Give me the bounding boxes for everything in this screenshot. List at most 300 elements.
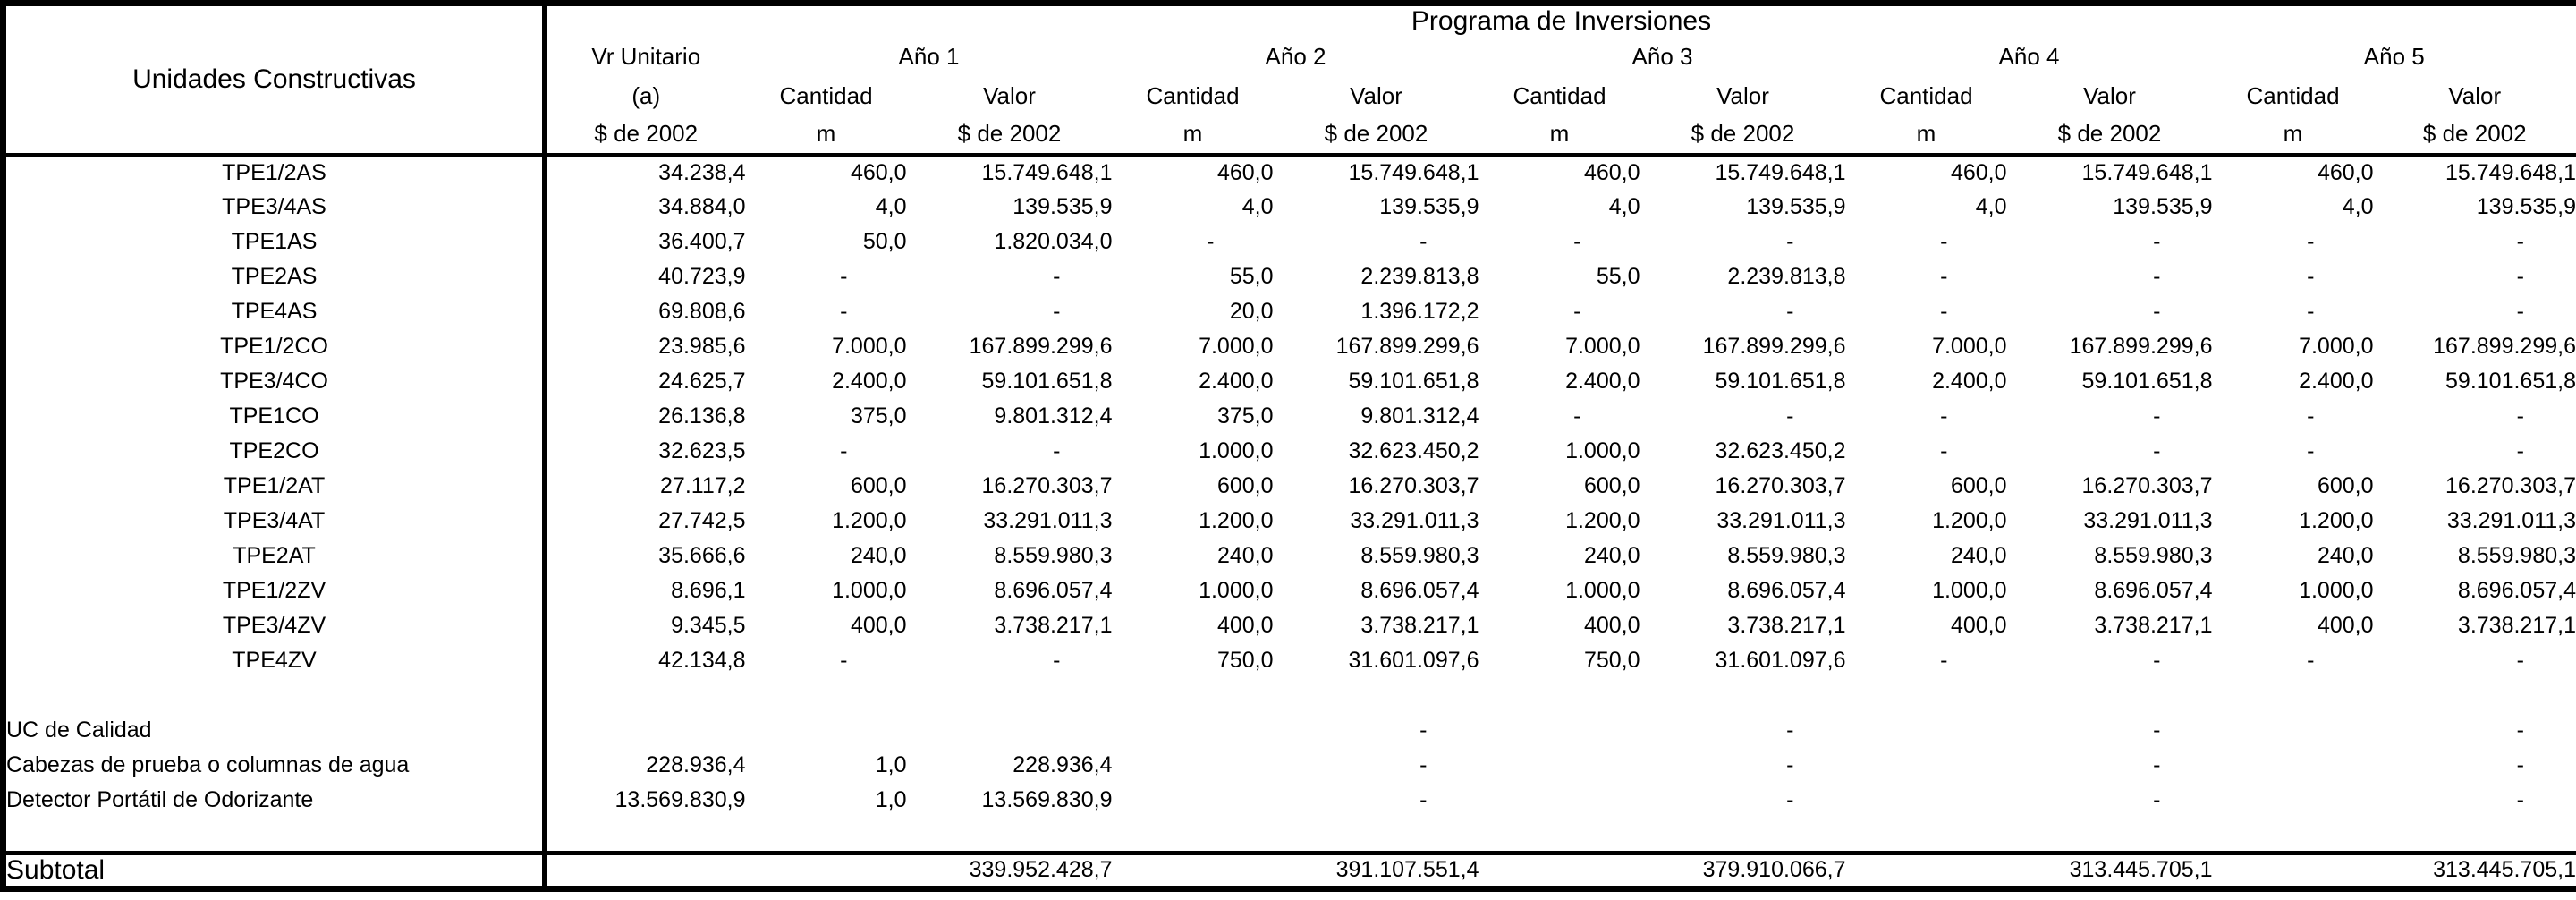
anio-5-cantidad-value: - xyxy=(2307,438,2315,463)
anio-1-cantidad-value xyxy=(746,818,907,853)
anio-1-valor-value: 167.899.299,6 xyxy=(969,334,1113,359)
anio-4-valor-value xyxy=(2007,678,2213,713)
anio-3-valor-unit: $ de 2002 xyxy=(1690,120,1795,148)
anio-5-cantidad-unit: m xyxy=(2283,120,2303,148)
row-label: Detector Portátil de Odorizante xyxy=(4,783,545,818)
anio-5-valor-value: 59.101.651,8 xyxy=(2445,369,2576,394)
anio-3-valor-value xyxy=(1640,678,1846,713)
anio-5-valor-value: 15.749.648,1 xyxy=(2445,160,2576,186)
row-label: TPE3/4AS xyxy=(4,190,545,225)
anio-2-subtotal-value: 391.107.551,4 xyxy=(1335,857,1479,882)
anio-2-valor-value: 1.396.172,2 xyxy=(1360,299,1479,324)
anio-5-cantidad-value: - xyxy=(2307,648,2315,673)
anio-4-valor-unit: $ de 2002 xyxy=(2057,120,2162,148)
table-row xyxy=(4,539,2576,573)
anio-4-valor-value: 15.749.648,1 xyxy=(2081,160,2213,186)
anio-5-cantidad-value: 1.200,0 xyxy=(2299,508,2374,533)
anio-2-valor-value: 59.101.651,8 xyxy=(1348,369,1479,394)
anio-3-cantidad-value: 1.000,0 xyxy=(1565,578,1640,603)
anio-3-subtotal-cantidad-spacer xyxy=(1479,853,1640,888)
anio-5-valor-value: 167.899.299,6 xyxy=(2433,334,2576,359)
anio-2-cantidad-value: 400,0 xyxy=(1216,613,1274,638)
anio-3-valor-value: 16.270.303,7 xyxy=(1715,473,1846,498)
vr-value: 228.936,4 xyxy=(646,752,746,777)
table-row xyxy=(4,748,2576,783)
anio-4-valor-value: 139.535,9 xyxy=(2113,194,2213,219)
anio-3-cantidad-value: 1.200,0 xyxy=(1565,508,1640,533)
anio-1-cantidad-value: - xyxy=(840,299,848,324)
table-row xyxy=(4,294,2576,329)
vr-unit-header: $ de 2002 xyxy=(594,120,699,148)
anio-2-valor-value: 2.239.813,8 xyxy=(1360,264,1479,289)
anio-2-valor-value: - xyxy=(1419,752,1428,777)
anio-5-header: Año 5 xyxy=(2363,42,2425,70)
anio-3-cantidad-header: Cantidad xyxy=(1513,81,1606,109)
anio-4-cantidad-value xyxy=(1846,818,2007,853)
anio-2-cantidad-value: 1.000,0 xyxy=(1199,438,1274,463)
anio-1-cantidad-value: 1,0 xyxy=(875,787,907,812)
anio-2-valor-value: 139.535,9 xyxy=(1379,194,1479,219)
anio-5-valor-value: 16.270.303,7 xyxy=(2445,473,2576,498)
anio-2-cantidad-value: 750,0 xyxy=(1216,648,1274,673)
vr-value: 9.345,5 xyxy=(671,613,746,638)
anio-4-valor-value: - xyxy=(2153,752,2161,777)
anio-1-valor-value xyxy=(907,678,1113,713)
anio-4-valor-value: - xyxy=(2153,717,2161,743)
anio-2-cantidad-value xyxy=(1113,678,1274,713)
row-label: UC de Calidad xyxy=(4,713,545,748)
row-label: TPE1/2ZV xyxy=(4,573,545,608)
anio-1-valor-value xyxy=(907,713,1113,748)
row-label xyxy=(4,678,545,713)
anio-2-valor-value xyxy=(1274,678,1479,713)
anio-2-valor-value: 32.623.450,2 xyxy=(1348,438,1479,463)
table-row xyxy=(4,818,2576,853)
anio-5-cantidad-value xyxy=(2213,748,2374,783)
subtotal-row xyxy=(4,853,2576,888)
anio-5-cantidad-value: 1.000,0 xyxy=(2299,578,2374,603)
anio-5-valor-value: 8.696.057,4 xyxy=(2457,578,2576,603)
anio-5-valor-value: - xyxy=(2516,648,2524,673)
row-label: TPE3/4ZV xyxy=(4,608,545,643)
anio-5-valor-value: - xyxy=(2516,752,2524,777)
row-label xyxy=(4,818,545,853)
row-label: TPE1CO xyxy=(4,399,545,434)
anio-1-cantidad-value: 600,0 xyxy=(850,473,907,498)
anio-4-valor-value: 167.899.299,6 xyxy=(2069,334,2213,359)
anio-5-cantidad-value xyxy=(2213,783,2374,818)
table-row xyxy=(4,364,2576,399)
anio-2-valor-value: - xyxy=(1419,787,1428,812)
subtotal-label: Subtotal xyxy=(4,853,545,888)
anio-5-valor-value: - xyxy=(2516,229,2524,254)
row-label: TPE2AT xyxy=(4,539,545,573)
anio-5-valor-header: Valor xyxy=(2448,81,2502,109)
anio-2-valor-value: 15.749.648,1 xyxy=(1348,160,1479,186)
row-label: TPE1/2AT xyxy=(4,469,545,504)
anio-2-cantidad-unit: m xyxy=(1182,120,1203,148)
anio-3-valor-value: - xyxy=(1786,787,1794,812)
anio-4-cantidad-value xyxy=(1846,678,2007,713)
anio-4-cantidad-value: 1.200,0 xyxy=(1932,508,2007,533)
anio-3-cantidad-value: 750,0 xyxy=(1583,648,1640,673)
anio-3-valor-value: 32.623.450,2 xyxy=(1715,438,1846,463)
anio-3-valor-value: 8.696.057,4 xyxy=(1727,578,1846,603)
anio-1-valor-value: - xyxy=(1053,264,1061,289)
anio-4-valor-value: - xyxy=(2153,787,2161,812)
anio-5-valor-value: - xyxy=(2516,403,2524,429)
vr-value: 34.884,0 xyxy=(658,194,746,219)
table-row xyxy=(4,573,2576,608)
table-row xyxy=(4,434,2576,469)
anio-1-valor-header: Valor xyxy=(983,81,1036,109)
anio-4-cantidad-value: - xyxy=(1940,648,1948,673)
vr-value: 32.623,5 xyxy=(658,438,746,463)
anio-1-valor-value: 9.801.312,4 xyxy=(994,403,1113,429)
row-label: TPE2AS xyxy=(4,259,545,294)
anio-5-subtotal-value: 313.445.705,1 xyxy=(2433,857,2576,882)
anio-4-cantidad-value: - xyxy=(1940,264,1948,289)
table-row xyxy=(4,678,2576,713)
anio-3-valor-value: 15.749.648,1 xyxy=(1715,160,1846,186)
anio-2-valor-header: Valor xyxy=(1350,81,1402,109)
anio-5-cantidad-value xyxy=(2213,818,2374,853)
anio-5-cantidad-value: 240,0 xyxy=(2317,543,2374,568)
anio-3-valor-value: 3.738.217,1 xyxy=(1727,613,1846,638)
row-label: TPE3/4CO xyxy=(4,364,545,399)
vr-value: 8.696,1 xyxy=(671,578,746,603)
anio-5-valor-value: - xyxy=(2516,787,2524,812)
anio-5-valor-value: - xyxy=(2516,717,2524,743)
anio-3-valor-header: Valor xyxy=(1716,81,1769,109)
anio-2-valor-value: - xyxy=(1419,717,1428,743)
anio-2-cantidad-value: 2.400,0 xyxy=(1199,369,1274,394)
anio-2-cantidad-value xyxy=(1113,783,1274,818)
anio-2-cantidad-value: 240,0 xyxy=(1216,543,1274,568)
anio-2-cantidad-value: 55,0 xyxy=(1229,264,1274,289)
anio-1-cantidad-value: 1.000,0 xyxy=(832,578,907,603)
anio-4-valor-value: 16.270.303,7 xyxy=(2081,473,2213,498)
anio-2-cantidad-value: 4,0 xyxy=(1241,194,1274,219)
anio-1-valor-value: 8.696.057,4 xyxy=(994,578,1113,603)
table-row xyxy=(4,399,2576,434)
anio-3-cantidad-value: - xyxy=(1573,403,1581,429)
header-row-title xyxy=(4,4,2576,38)
anio-5-cantidad-header: Cantidad xyxy=(2246,81,2340,109)
table-row xyxy=(4,469,2576,504)
anio-1-cantidad-value: 460,0 xyxy=(850,160,907,186)
anio-4-cantidad-unit: m xyxy=(1916,120,1936,148)
vr-value: 34.238,4 xyxy=(658,160,746,186)
anio-4-valor-value: 59.101.651,8 xyxy=(2081,369,2213,394)
anio-3-valor-value xyxy=(1640,818,1846,853)
anio-3-cantidad-value: 55,0 xyxy=(1596,264,1640,289)
anio-2-cantidad-value: 7.000,0 xyxy=(1199,334,1274,359)
anio-2-cantidad-value: 1.200,0 xyxy=(1199,508,1274,533)
anio-1-cantidad-value: 7.000,0 xyxy=(832,334,907,359)
table-header xyxy=(4,4,2576,156)
anio-3-valor-value: 33.291.011,3 xyxy=(1716,508,1846,533)
anio-4-cantidad-value: - xyxy=(1940,438,1948,463)
row-label: TPE1AS xyxy=(4,225,545,259)
anio-1-cantidad-value: 240,0 xyxy=(850,543,907,568)
anio-2-cantidad-value: 375,0 xyxy=(1216,403,1274,429)
anio-3-cantidad-value xyxy=(1479,748,1640,783)
anio-5-valor-value: 3.738.217,1 xyxy=(2457,613,2576,638)
table-title: Programa de Inversiones xyxy=(1411,6,1712,36)
table-row xyxy=(4,190,2576,225)
anio-4-valor-value: 8.696.057,4 xyxy=(2094,578,2213,603)
anio-4-cantidad-value: - xyxy=(1940,229,1948,254)
anio-1-valor-value: 1.820.034,0 xyxy=(994,229,1113,254)
anio-5-cantidad-value xyxy=(2213,678,2374,713)
anio-3-header: Año 3 xyxy=(1631,42,1693,70)
anio-3-cantidad-value: 240,0 xyxy=(1583,543,1640,568)
anio-4-cantidad-value: - xyxy=(1940,299,1948,324)
anio-4-cantidad-value: 4,0 xyxy=(1975,194,2007,219)
row-label: TPE3/4AT xyxy=(4,504,545,539)
anio-4-valor-value: - xyxy=(2153,299,2161,324)
table-row xyxy=(4,329,2576,364)
anio-3-cantidad-value: 1.000,0 xyxy=(1565,438,1640,463)
anio-2-valor-value xyxy=(1274,818,1479,853)
vr-value: 69.808,6 xyxy=(658,299,746,324)
anio-1-valor-unit: $ de 2002 xyxy=(957,120,1062,148)
anio-4-subtotal-value: 313.445.705,1 xyxy=(2069,857,2213,882)
vr-value: 36.400,7 xyxy=(658,229,746,254)
vr-value: 42.134,8 xyxy=(658,648,746,673)
anio-1-cantidad-value: 1.200,0 xyxy=(832,508,907,533)
anio-3-cantidad-value: 600,0 xyxy=(1583,473,1640,498)
anio-5-cantidad-value: 460,0 xyxy=(2317,160,2374,186)
anio-4-valor-header: Valor xyxy=(2083,81,2136,109)
anio-5-cantidad-value: 7.000,0 xyxy=(2299,334,2374,359)
anio-4-cantidad-value xyxy=(1846,783,2007,818)
vr-value: 13.569.830,9 xyxy=(614,787,746,812)
vr-value: 40.723,9 xyxy=(658,264,746,289)
anio-3-cantidad-value: - xyxy=(1573,299,1581,324)
table-row xyxy=(4,783,2576,818)
anio-3-cantidad-value xyxy=(1479,818,1640,853)
anio-5-cantidad-value: 4,0 xyxy=(2342,194,2374,219)
anio-3-valor-value: 167.899.299,6 xyxy=(1702,334,1846,359)
table-row xyxy=(4,643,2576,678)
anio-3-subtotal-value: 379.910.066,7 xyxy=(1702,857,1846,882)
anio-1-cantidad-value: - xyxy=(840,264,848,289)
vr-value xyxy=(545,713,746,748)
anio-3-valor-value: 139.535,9 xyxy=(1746,194,1846,219)
anio-1-cantidad-value: 2.400,0 xyxy=(832,369,907,394)
anio-1-valor-value xyxy=(907,818,1113,853)
anio-1-cantidad-value xyxy=(746,678,907,713)
anio-1-valor-value: 228.936,4 xyxy=(1013,752,1113,777)
anio-5-valor-value: - xyxy=(2516,438,2524,463)
anio-2-cantidad-header: Cantidad xyxy=(1146,81,1240,109)
anio-4-cantidad-value: 1.000,0 xyxy=(1932,578,2007,603)
anio-4-cantidad-value: 2.400,0 xyxy=(1932,369,2007,394)
anio-3-valor-value: 31.601.097,6 xyxy=(1715,648,1846,673)
anio-4-valor-value: - xyxy=(2153,264,2161,289)
anio-2-valor-value: 8.559.980,3 xyxy=(1360,543,1479,568)
anio-4-valor-value: 8.559.980,3 xyxy=(2094,543,2213,568)
anio-4-header: Año 4 xyxy=(1998,42,2060,70)
anio-3-cantidad-value: 460,0 xyxy=(1583,160,1640,186)
anio-5-valor-value: 33.291.011,3 xyxy=(2446,508,2576,533)
vr-value: 23.985,6 xyxy=(658,334,746,359)
vr-unitario-header: Vr Unitario xyxy=(591,42,701,70)
anio-3-cantidad-unit: m xyxy=(1549,120,1570,148)
anio-3-cantidad-value xyxy=(1479,783,1640,818)
anio-4-cantidad-value: 400,0 xyxy=(1950,613,2007,638)
anio-1-valor-value: 15.749.648,1 xyxy=(981,160,1113,186)
anio-3-valor-value: - xyxy=(1786,752,1794,777)
anio-2-cantidad-value xyxy=(1113,748,1274,783)
anio-4-cantidad-header: Cantidad xyxy=(1879,81,1973,109)
anio-1-header: Año 1 xyxy=(898,42,960,70)
anio-5-cantidad-value: - xyxy=(2307,264,2315,289)
anio-1-cantidad-value: 50,0 xyxy=(862,229,907,254)
anio-2-valor-value: 9.801.312,4 xyxy=(1360,403,1479,429)
anio-4-cantidad-value: 460,0 xyxy=(1950,160,2007,186)
anio-2-cantidad-value: 20,0 xyxy=(1229,299,1274,324)
anio-1-cantidad-value: 4,0 xyxy=(875,194,907,219)
anio-1-cantidad-value: 1,0 xyxy=(875,752,907,777)
subtotal-vr-spacer xyxy=(545,853,746,888)
anio-3-valor-value: 59.101.651,8 xyxy=(1715,369,1846,394)
anio-3-cantidad-value: - xyxy=(1573,229,1581,254)
anio-2-cantidad-value: 460,0 xyxy=(1216,160,1274,186)
anio-4-cantidad-value: - xyxy=(1940,403,1948,429)
anio-2-valor-value: 3.738.217,1 xyxy=(1360,613,1479,638)
anio-1-subtotal-value: 339.952.428,7 xyxy=(969,857,1113,882)
anio-4-cantidad-value xyxy=(1846,713,2007,748)
unidades-constructivas-header: Unidades Constructivas xyxy=(4,4,545,156)
anio-5-valor-value xyxy=(2374,818,2576,853)
anio-4-subtotal-cantidad-spacer xyxy=(1846,853,2007,888)
anio-2-valor-value: 16.270.303,7 xyxy=(1348,473,1479,498)
table-row xyxy=(4,608,2576,643)
row-label: TPE4ZV xyxy=(4,643,545,678)
table-row xyxy=(4,155,2576,190)
anio-3-cantidad-value: 7.000,0 xyxy=(1565,334,1640,359)
anio-5-cantidad-value: 400,0 xyxy=(2317,613,2374,638)
anio-1-valor-value: 59.101.651,8 xyxy=(981,369,1113,394)
anio-1-cantidad-unit: m xyxy=(816,120,836,148)
vr-value xyxy=(545,678,746,713)
anio-4-valor-value: - xyxy=(2153,438,2161,463)
anio-5-valor-value: 8.559.980,3 xyxy=(2457,543,2576,568)
anio-2-cantidad-value: 1.000,0 xyxy=(1199,578,1274,603)
vr-value: 27.742,5 xyxy=(658,508,746,533)
anio-5-valor-value: - xyxy=(2516,299,2524,324)
table-body xyxy=(4,155,2576,853)
anio-4-valor-value: 33.291.011,3 xyxy=(2083,508,2213,533)
anio-4-valor-value xyxy=(2007,818,2213,853)
anio-2-valor-value: 8.696.057,4 xyxy=(1360,578,1479,603)
anio-3-cantidad-value: 400,0 xyxy=(1583,613,1640,638)
anio-1-cantidad-header: Cantidad xyxy=(779,81,873,109)
anio-1-valor-value: 3.738.217,1 xyxy=(994,613,1113,638)
anio-1-cantidad-value: 400,0 xyxy=(850,613,907,638)
anio-2-valor-value: 33.291.011,3 xyxy=(1350,508,1479,533)
anio-4-valor-value: - xyxy=(2153,229,2161,254)
vr-value: 27.117,2 xyxy=(660,473,746,498)
anio-5-subtotal-cantidad-spacer xyxy=(2213,853,2374,888)
anio-3-cantidad-value xyxy=(1479,678,1640,713)
anio-2-cantidad-value: - xyxy=(1207,229,1215,254)
anio-1-valor-value: 33.291.011,3 xyxy=(983,508,1113,533)
anio-3-valor-value: - xyxy=(1786,299,1794,324)
anio-4-valor-value: - xyxy=(2153,648,2161,673)
anio-5-cantidad-value: 2.400,0 xyxy=(2299,369,2374,394)
anio-3-cantidad-value: 2.400,0 xyxy=(1565,369,1640,394)
anio-2-valor-unit: $ de 2002 xyxy=(1324,120,1428,148)
anio-4-valor-value: - xyxy=(2153,403,2161,429)
vr-value xyxy=(545,818,746,853)
anio-3-valor-value: - xyxy=(1786,229,1794,254)
anio-4-cantidad-value xyxy=(1846,748,2007,783)
row-label: TPE4AS xyxy=(4,294,545,329)
anio-5-valor-unit: $ de 2002 xyxy=(2422,120,2527,148)
anio-2-header: Año 2 xyxy=(1265,42,1326,70)
anio-1-cantidad-value: - xyxy=(840,438,848,463)
anio-2-subtotal-cantidad-spacer xyxy=(1113,853,1274,888)
row-label: TPE1/2CO xyxy=(4,329,545,364)
anio-2-cantidad-value xyxy=(1113,713,1274,748)
anio-1-valor-value: 8.559.980,3 xyxy=(994,543,1113,568)
anio-5-cantidad-value: - xyxy=(2307,299,2315,324)
row-label: TPE2CO xyxy=(4,434,545,469)
anio-3-valor-value: 8.559.980,3 xyxy=(1727,543,1846,568)
anio-1-valor-value: - xyxy=(1053,299,1061,324)
anio-1-cantidad-value: 375,0 xyxy=(850,403,907,429)
anio-1-valor-value: 13.569.830,9 xyxy=(981,787,1113,812)
anio-5-valor-value xyxy=(2374,678,2576,713)
table-row xyxy=(4,225,2576,259)
anio-4-cantidad-value: 600,0 xyxy=(1950,473,2007,498)
table-row xyxy=(4,713,2576,748)
table-row xyxy=(4,259,2576,294)
anio-3-valor-value: - xyxy=(1786,717,1794,743)
anio-1-valor-value: 139.535,9 xyxy=(1013,194,1113,219)
anio-3-cantidad-value: 4,0 xyxy=(1608,194,1640,219)
anio-1-cantidad-value: - xyxy=(840,648,848,673)
anio-3-valor-value: - xyxy=(1786,403,1794,429)
anio-1-valor-value: 16.270.303,7 xyxy=(981,473,1113,498)
anio-2-cantidad-value xyxy=(1113,818,1274,853)
anio-5-cantidad-value xyxy=(2213,713,2374,748)
vr-a-header: (a) xyxy=(631,81,661,109)
anio-5-cantidad-value: - xyxy=(2307,403,2315,429)
anio-4-cantidad-value: 240,0 xyxy=(1950,543,2007,568)
anio-3-valor-value: 2.239.813,8 xyxy=(1727,264,1846,289)
anio-2-cantidad-value: 600,0 xyxy=(1216,473,1274,498)
anio-5-cantidad-value: 600,0 xyxy=(2317,473,2374,498)
anio-1-cantidad-value xyxy=(746,713,907,748)
anio-2-valor-value: 167.899.299,6 xyxy=(1335,334,1479,359)
vr-value: 24.625,7 xyxy=(658,369,746,394)
anio-3-cantidad-value xyxy=(1479,713,1640,748)
anio-2-valor-value: - xyxy=(1419,229,1428,254)
table-footer xyxy=(4,853,2576,888)
vr-value: 26.136,8 xyxy=(658,403,746,429)
table-row xyxy=(4,504,2576,539)
anio-2-valor-value: 31.601.097,6 xyxy=(1348,648,1479,673)
anio-4-cantidad-value: 7.000,0 xyxy=(1932,334,2007,359)
anio-1-subtotal-cantidad-spacer xyxy=(746,853,907,888)
anio-5-valor-value: 139.535,9 xyxy=(2476,194,2576,219)
anio-1-valor-value: - xyxy=(1053,648,1061,673)
